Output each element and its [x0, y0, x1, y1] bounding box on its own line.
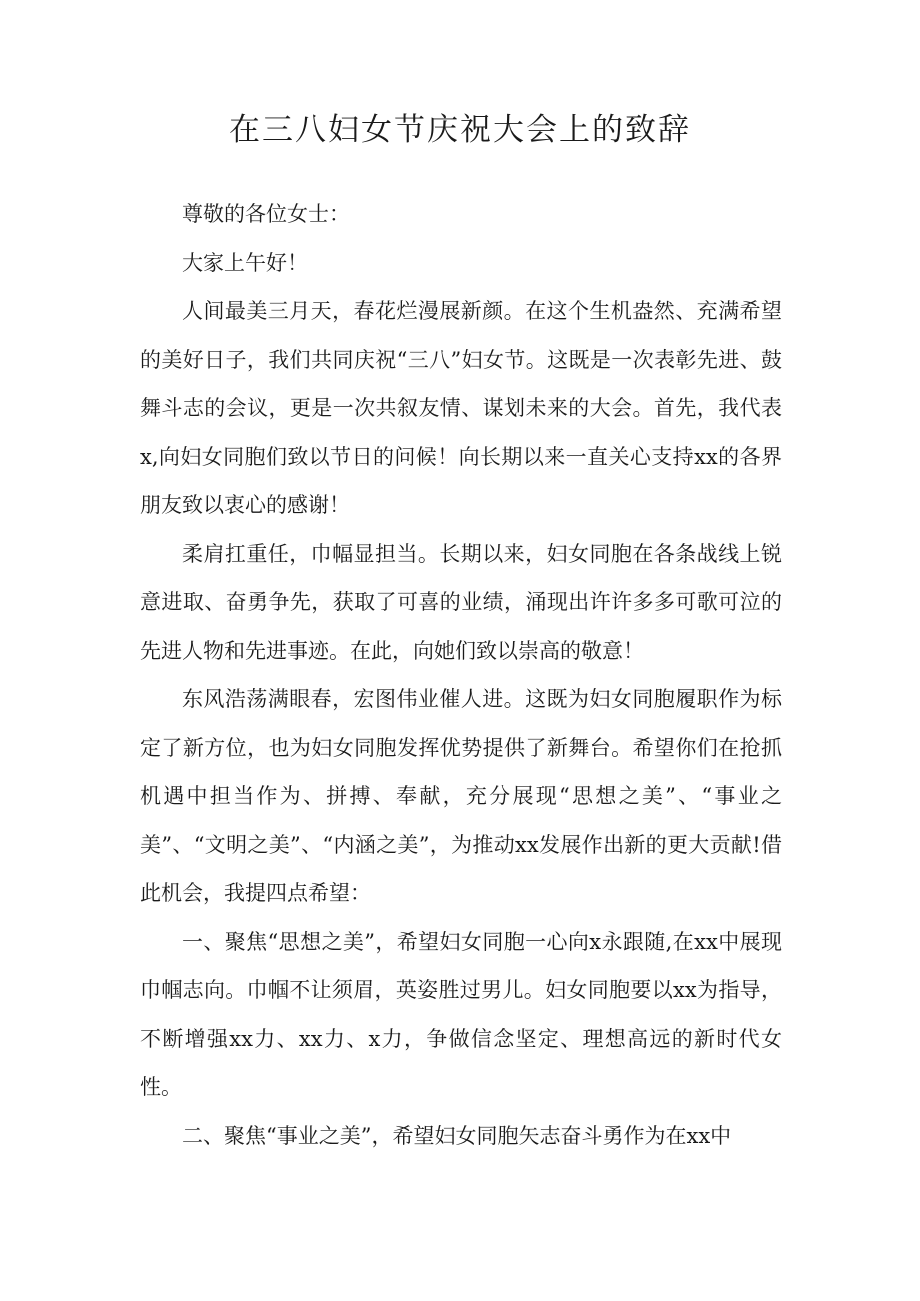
- paragraph-tribute: 柔肩扛重任，巾幅显担当。长期以来，妇女同胞在各条战线上锐意进取、奋勇争先，获取了可喜的业绩，涌现出许许多多可歌可泣的先进人物和先进事迹。在此，向她们致以崇高的敬意！: [140, 541, 782, 663]
- paragraph-hope-one: 一、聚焦“思想之美”，希望妇女同胞一心向x永跟随,在xx中展现巾帼志向。巾帼不让须眉，英姿胜过男儿。妇女同胞要以xx为指导，不断增强xx力、xx力、x力，争做信念坚定、理想高远的新时代女性。: [140, 929, 782, 1099]
- greeting: 大家上午好！: [182, 250, 308, 275]
- paragraph-opening: 人间最美三月天，春花烂漫展新颜。在这个生机盎然、充满希望的美好日子，我们共同庆祝“三八”妇女节。这既是一次表彰先进、鼓舞斗志的会议，更是一次共叙友情、谋划未来的大会。首先，我代表x,向妇女同胞们致以节日的问候！向长期以来一直关心支持xx的各界朋友致以衷心的感谢！: [140, 299, 782, 517]
- paragraph-hopes-intro: 东风浩荡满眼春，宏图伟业催人进。这既为妇女同胞履职作为标定了新方位，也为妇女同胞发挥优势提供了新舞台。希望你们在抢抓机遇中担当作为、拼搏、奉献，充分展现“思想之美”、“事业之美”、“文明之美”、“内涵之美”，为推动xx发展作出新的更大贡献!借此机会，我提四点希望：: [140, 687, 782, 905]
- document-body: [140, 190, 782, 1160]
- document-title: 在三八妇女节庆祝大会上的致辞: [229, 112, 691, 148]
- salutation: 尊敬的各位女士：: [182, 202, 350, 226]
- paragraph-hope-two: 二、聚焦“事业之美”，希望妇女同胞矢志奋斗勇作为在xx中: [182, 1123, 732, 1148]
